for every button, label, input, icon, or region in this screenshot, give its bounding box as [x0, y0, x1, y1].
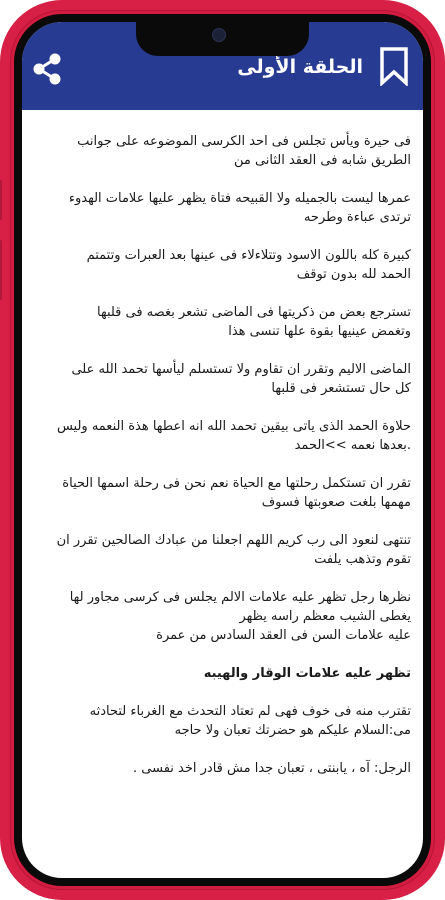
volume-button-2	[0, 240, 2, 300]
app-screen	[22, 22, 423, 878]
story-paragraph: فى حيرة ويأس تجلس فى احد الكرسى الموضوعه على جوانب الطريق شابه فى العقد الثانى من	[77, 134, 411, 168]
volume-button	[0, 180, 2, 220]
share-icon	[30, 52, 64, 86]
bookmark-button[interactable]	[377, 46, 411, 86]
page-title: الحلقة الأولى	[237, 56, 363, 78]
story-paragraph: تظهر عليه علامات الوقار والهيبه	[203, 666, 411, 681]
share-button[interactable]	[30, 52, 64, 86]
story-paragraph: تسترجع بعض من ذكريتها فى الماضى تشعر بغصه فى قلبها وتغمض عينيها بقوة علها تنسى هذا	[97, 305, 411, 339]
bookmark-icon	[377, 46, 411, 86]
story-paragraph: تقترب منه فى خوف فهى لم تعتاد التحدث مع الغرباء لتحادثه مى:السلام عليكم هو حضرتك تعبان ولا حاجه	[89, 704, 411, 738]
story-paragraph: عمرها ليست بالجميله ولا القبيحه فتاة يظهر عليها علامات الهدوء ترتدى عباءة وطرحه	[68, 191, 411, 225]
story-paragraph: كبيرة كله باللون الاسود وتتلاءلاء فى عينها بعد العبرات وتتمتم الحمد لله بدون توقف	[86, 248, 411, 282]
story-paragraph: حلاوة الحمد الذى ياتى بيقين تحمد الله انه اعطها هذة النعمه وليس .بعدها نعمه >>الحمد	[56, 419, 411, 453]
front-camera	[212, 28, 226, 42]
story-content	[22, 132, 423, 878]
story-paragraph: الماضى الاليم وتقرر ان تقاوم ولا تستسلم ليأسها تحمد الله على كل حال تستشعر فى قلبها	[71, 362, 411, 396]
story-paragraph: تقرر ان تستكمل رحلتها مع الحياة نعم نحن فى رحلة اسمها الحياة مهمها بلغت صعوبتها فسوف	[62, 476, 411, 510]
story-paragraph: الرجل: آه ، يابنتى ، تعبان جدا مش قادر اخد نفسى .	[133, 761, 411, 776]
story-paragraph: تنتهى لنعود الى رب كريم اللهم اجعلنا من عبادك الصالحين تقرر ان تقوم وتذهب يلفت	[56, 533, 411, 567]
story-paragraph: نظرها رجل تظهر عليه علامات الالم يجلس فى كرسى مجاور لها يغطى الشيب معظم راسه يظهر عليه علامات السن فى العقد السادس من عمرة	[69, 590, 411, 643]
